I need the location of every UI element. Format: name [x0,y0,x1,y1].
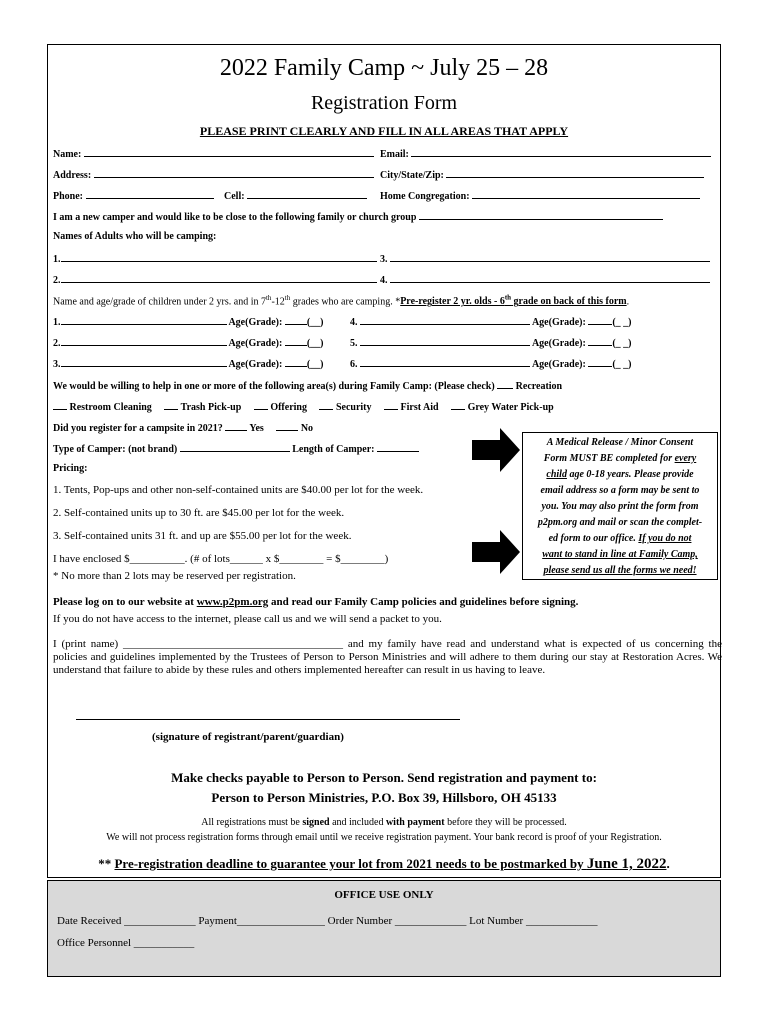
camper-type-field[interactable]: Type of Camper: (not brand) Length of Camper: [53,442,419,455]
new-camper-field[interactable] [53,210,663,223]
help-options: Restroom Cleaning Trash Pick-up Offering Security First Aid Grey Water Pick-up [53,400,554,413]
signature-line[interactable] [76,718,460,720]
phone-label: Phone: [53,191,83,202]
child-4-field[interactable]: 4. Age(Grade): (_ _) [350,317,632,328]
mailing-address: Person to Person Ministries, P.O. Box 39, Hillsboro, OH 45133 [211,790,557,805]
recreation-label: Recreation [515,381,563,392]
signature-label: (signature of registrant/parent/guardian) [152,731,344,743]
arrow-right-icon [472,428,520,472]
medical-line-7: ed form to our office. If you do not [548,533,692,544]
adult-3-label: 3. [380,254,388,265]
office-line-2[interactable]: Office Personnel ___________ [57,937,195,949]
registration-note-2: We will not process registration forms through email until we receive registration payment. Your bank record is proof of your Registration. [106,832,662,843]
recreation-checkbox[interactable] [497,379,513,389]
adults-heading: Names of Adults who will be camping: [53,231,217,242]
form-subtitle: Registration Form [310,92,458,114]
medical-line-1: A Medical Release / Minor Consent [546,437,694,448]
office-line-1[interactable]: Date Received _____________ Payment________________ Order Number _____________ Lot Number _____________ [57,915,598,927]
child-5-field[interactable]: 5. Age(Grade): (_ _) [350,338,632,349]
website-link[interactable]: www.p2pm.org [196,596,269,608]
address-label: Address: [53,170,92,181]
lot-limit-note: * No more than 2 lots may be reserved per registration. [53,570,296,582]
deadline-notice: ** Pre-registration deadline to guarantee your lot from 2021 needs to be postmarked by June 1, 2022. [98,856,670,872]
child-3-field[interactable]: 3. Age(Grade): (__) [53,359,324,370]
city-label: City/State/Zip: [380,170,444,181]
cell-label: Cell: [224,191,245,202]
home-congregation-field[interactable] [380,189,700,202]
adult-3-field[interactable] [380,252,710,265]
payment-instruction: Make checks payable to Person to Person. Send registration and payment to: [171,770,597,785]
medical-line-9: please send us all the forms we need! [543,565,697,576]
email-field[interactable] [380,147,711,160]
pricing-item-3: 3. Self-contained units 31 ft. and up are $55.00 per lot for the week. [53,530,352,542]
agreement-text[interactable]: I (print name) ________________________________________ and my family have read and understand what is expected of us concerning the policies and guidelines implemented by the Trustees of Person to Person Ministries and will adhere to them during our stay at Restoration Acres. We understand that failure to abide by these rules and others implemented hereafter can result in us having to leave. [53,638,722,676]
cell-field[interactable] [224,189,367,202]
enclosed-amount-field[interactable]: I have enclosed $__________. (# of lots______ x $________ = $________) [53,553,389,565]
adult-2-field[interactable] [53,273,377,286]
help-intro: We would be willing to help in one or more of the following area(s) during Family Camp: (Please check) Recreation [53,381,563,392]
medical-line-2: Form MUST BE completed for every [543,453,697,464]
restroom-checkbox[interactable] [53,400,67,410]
adult-1-label: 1. [53,254,61,265]
trash-checkbox[interactable] [164,400,178,410]
medical-line-5: you. You may also print the form from [541,501,699,512]
medical-line-4: email address so a form may be sent to [540,485,700,496]
arrow-right-icon [472,530,520,574]
medical-line-6: p2pm.org and mail or scan the complet- [537,517,703,528]
name-label: Name: [53,149,82,160]
child-6-field[interactable]: 6. Age(Grade): (_ _) [350,359,632,370]
city-state-zip-field[interactable] [380,168,704,181]
pricing-item-1: 1. Tents, Pop-ups and other non-self-contained units are $40.00 per lot for the week. [53,484,424,496]
medical-line-8: want to stand in line at Family Camp, [542,549,698,560]
adult-2-label: 2. [53,275,61,286]
congregation-label: Home Congregation: [380,191,470,202]
child-1-field[interactable]: 1. Age(Grade): (__) [53,317,324,328]
email-label: Email: [380,149,409,160]
security-checkbox[interactable] [319,400,333,410]
new-camper-label: I am a new camper and would like to be close to the following family or church group [53,212,417,223]
children-intro: Name and age/grade of children under 2 yrs. and in 7th-12th grades who are camping. *Pre-register 2 yr. olds - 6th grade on back of this form. [53,294,630,308]
name-field[interactable] [53,147,374,160]
pricing-item-2: 2. Self-contained units up to 30 ft. are $45.00 per lot for the week. [53,507,345,519]
print-instruction: PLEASE PRINT CLEARLY AND FILL IN ALL AREAS THAT APPLY [199,124,569,138]
phone-field[interactable] [53,189,214,202]
pricing-heading: Pricing: [53,463,88,474]
no-internet-note: If you do not have access to the internet, please call us and we will send a packet to you. [53,613,442,625]
yes-checkbox[interactable] [225,421,247,431]
form-title: 2022 Family Camp ~ July 25 – 28 [219,55,549,81]
first-aid-checkbox[interactable] [384,400,398,410]
website-note: Please log on to our website at www.p2pm.org and read our Family Camp policies and guidelines before signing. [53,596,579,608]
no-checkbox[interactable] [276,421,298,431]
offering-checkbox[interactable] [254,400,268,410]
adult-1-field[interactable] [53,252,377,265]
adult-4-field[interactable] [380,273,710,286]
medical-release-box [522,432,718,580]
medical-line-3: child age 0-18 years. Please provide [546,469,694,480]
address-field[interactable] [53,168,374,181]
adult-4-label: 4. [380,275,388,286]
child-2-field[interactable]: 2. Age(Grade): (__) [53,338,324,349]
grey-water-checkbox[interactable] [451,400,465,410]
office-heading: OFFICE USE ONLY [334,889,434,901]
registration-note-1: All registrations must be signed and included with payment before they will be processed. [201,817,567,828]
office-use-box [47,880,721,977]
campsite-question: Did you register for a campsite in 2021? Yes No [53,423,314,434]
